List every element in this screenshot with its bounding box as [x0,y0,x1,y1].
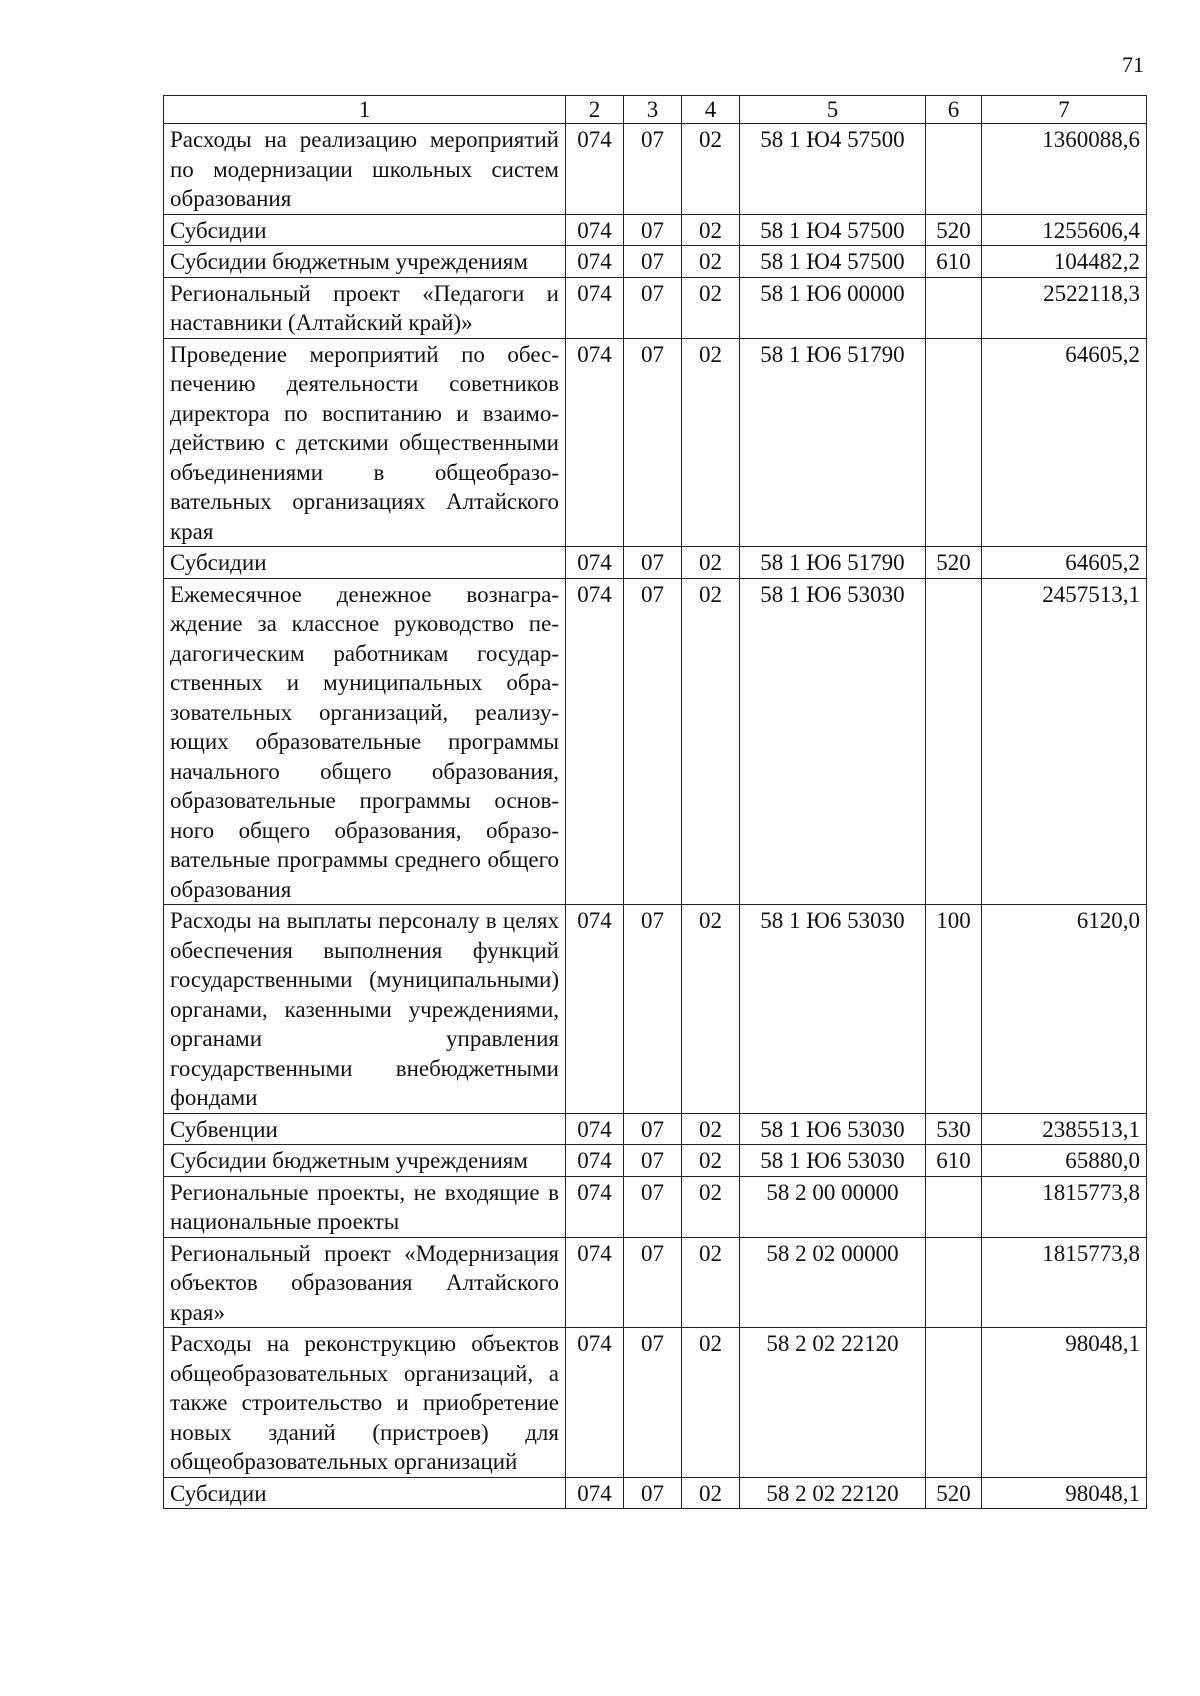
subsection-code: 02 [682,1237,740,1328]
column-header: 2 [566,96,624,124]
ministry-code: 074 [566,1477,624,1509]
target-article-code: 58 1 Ю4 57500 [740,246,926,278]
expense-type-code: 610 [926,246,982,278]
row-description: Проведение мероприятий по обеспечению деятельности советников директора по воспитанию и взаимодействию с детскими общественными объединениями в общеобразовательных организациях Алтайского края [164,338,566,547]
subsection-code: 02 [682,214,740,246]
section-code: 07 [624,547,682,579]
subsection-code: 02 [682,547,740,579]
target-article-code: 58 1 Ю6 53030 [740,905,926,1114]
column-header: 5 [740,96,926,124]
ministry-code: 074 [566,124,624,215]
amount: 65880,0 [982,1145,1147,1177]
ministry-code: 074 [566,578,624,905]
table-row [164,578,1147,905]
expense-type-code: 520 [926,1477,982,1509]
budget-table [163,95,1147,1509]
subsection-code: 02 [682,1328,740,1478]
row-description: Ежемесячное денежное вознаграждение за классное руководство педагогическим работникам государственных и муниципальных образовательных организаций, реализующих образовательные программы начального общего образования, образовательные программы основного общего образования, образовательные программы среднего общего образования [164,578,566,905]
table-row [164,1328,1147,1478]
section-code: 07 [624,1237,682,1328]
amount: 98048,1 [982,1328,1147,1478]
expense-type-code [926,277,982,338]
section-code: 07 [624,1145,682,1177]
subsection-code: 02 [682,246,740,278]
page-number: 71 [1122,52,1144,77]
subsection-code: 02 [682,338,740,547]
column-header: 7 [982,96,1147,124]
section-code: 07 [624,578,682,905]
target-article-code: 58 1 Ю6 00000 [740,277,926,338]
subsection-code: 02 [682,1176,740,1237]
amount: 98048,1 [982,1477,1147,1509]
expense-type-code: 520 [926,547,982,579]
row-description: Субвенции [164,1113,566,1145]
amount: 1255606,4 [982,214,1147,246]
target-article-code: 58 1 Ю6 53030 [740,1113,926,1145]
ministry-code: 074 [566,338,624,547]
table-row [164,246,1147,278]
ministry-code: 074 [566,277,624,338]
table-row [164,124,1147,215]
row-description: Субсидии [164,214,566,246]
section-code: 07 [624,124,682,215]
row-description: Региональный проект «Педагоги и наставники (Алтайский край)» [164,277,566,338]
expense-type-code: 520 [926,214,982,246]
subsection-code: 02 [682,905,740,1114]
section-code: 07 [624,246,682,278]
section-code: 07 [624,338,682,547]
row-description: Субсидии [164,1477,566,1509]
expense-type-code: 100 [926,905,982,1114]
row-description: Расходы на реконструкцию объектов общеобразовательных организаций, а также строительство и приобретение новых зданий (пристроев) для общеобразовательных организаций [164,1328,566,1478]
target-article-code: 58 2 02 00000 [740,1237,926,1328]
ministry-code: 074 [566,547,624,579]
amount: 2522118,3 [982,277,1147,338]
table-row [164,1176,1147,1237]
ministry-code: 074 [566,214,624,246]
ministry-code: 074 [566,1176,624,1237]
expense-type-code [926,338,982,547]
ministry-code: 074 [566,1237,624,1328]
column-header: 3 [624,96,682,124]
amount: 6120,0 [982,905,1147,1114]
column-header: 6 [926,96,982,124]
target-article-code: 58 1 Ю6 51790 [740,547,926,579]
row-description: Региональный проект «Модернизация объектов образования Алтайского края» [164,1237,566,1328]
target-article-code: 58 1 Ю6 53030 [740,578,926,905]
target-article-code: 58 2 02 22120 [740,1328,926,1478]
subsection-code: 02 [682,277,740,338]
subsection-code: 02 [682,1145,740,1177]
ministry-code: 074 [566,246,624,278]
amount: 2457513,1 [982,578,1147,905]
subsection-code: 02 [682,578,740,905]
target-article-code: 58 1 Ю6 53030 [740,1145,926,1177]
expense-type-code [926,1176,982,1237]
table-row [164,905,1147,1114]
subsection-code: 02 [682,124,740,215]
target-article-code: 58 1 Ю6 51790 [740,338,926,547]
amount: 2385513,1 [982,1113,1147,1145]
section-code: 07 [624,1113,682,1145]
ministry-code: 074 [566,1145,624,1177]
row-description: Субсидии бюджетным учреждениям [164,1145,566,1177]
target-article-code: 58 1 Ю4 57500 [740,214,926,246]
column-header: 4 [682,96,740,124]
row-description: Расходы на реализацию мероприятий по модернизации школьных систем образования [164,124,566,215]
table-row [164,547,1147,579]
amount: 64605,2 [982,547,1147,579]
expense-type-code: 610 [926,1145,982,1177]
section-code: 07 [624,1477,682,1509]
ministry-code: 074 [566,905,624,1114]
row-description: Субсидии бюджетным учреждениям [164,246,566,278]
target-article-code: 58 2 02 22120 [740,1477,926,1509]
subsection-code: 02 [682,1113,740,1145]
ministry-code: 074 [566,1113,624,1145]
row-description: Субсидии [164,547,566,579]
expense-type-code [926,1237,982,1328]
section-code: 07 [624,214,682,246]
expense-type-code: 530 [926,1113,982,1145]
amount: 1815773,8 [982,1176,1147,1237]
expense-type-code [926,124,982,215]
table-row [164,338,1147,547]
amount: 1360088,6 [982,124,1147,215]
amount: 1815773,8 [982,1237,1147,1328]
expense-type-code [926,578,982,905]
expense-type-code [926,1328,982,1478]
column-header: 1 [164,96,566,124]
table-row [164,214,1147,246]
amount: 64605,2 [982,338,1147,547]
section-code: 07 [624,1176,682,1237]
table-row [164,1477,1147,1509]
target-article-code: 58 1 Ю4 57500 [740,124,926,215]
ministry-code: 074 [566,1328,624,1478]
table-row [164,1237,1147,1328]
table-row [164,1113,1147,1145]
section-code: 07 [624,905,682,1114]
row-description: Региональные проекты, не входящие в национальные проекты [164,1176,566,1237]
amount: 104482,2 [982,246,1147,278]
section-code: 07 [624,1328,682,1478]
table-row [164,1145,1147,1177]
table-row [164,277,1147,338]
subsection-code: 02 [682,1477,740,1509]
row-description: Расходы на выплаты персоналу в целях обеспечения выполнения функций государственными (муниципальными) органами, казенными учреждениями, органами управления государственными внебюджетными фондами [164,905,566,1114]
table-header-row [164,96,1147,124]
section-code: 07 [624,277,682,338]
target-article-code: 58 2 00 00000 [740,1176,926,1237]
